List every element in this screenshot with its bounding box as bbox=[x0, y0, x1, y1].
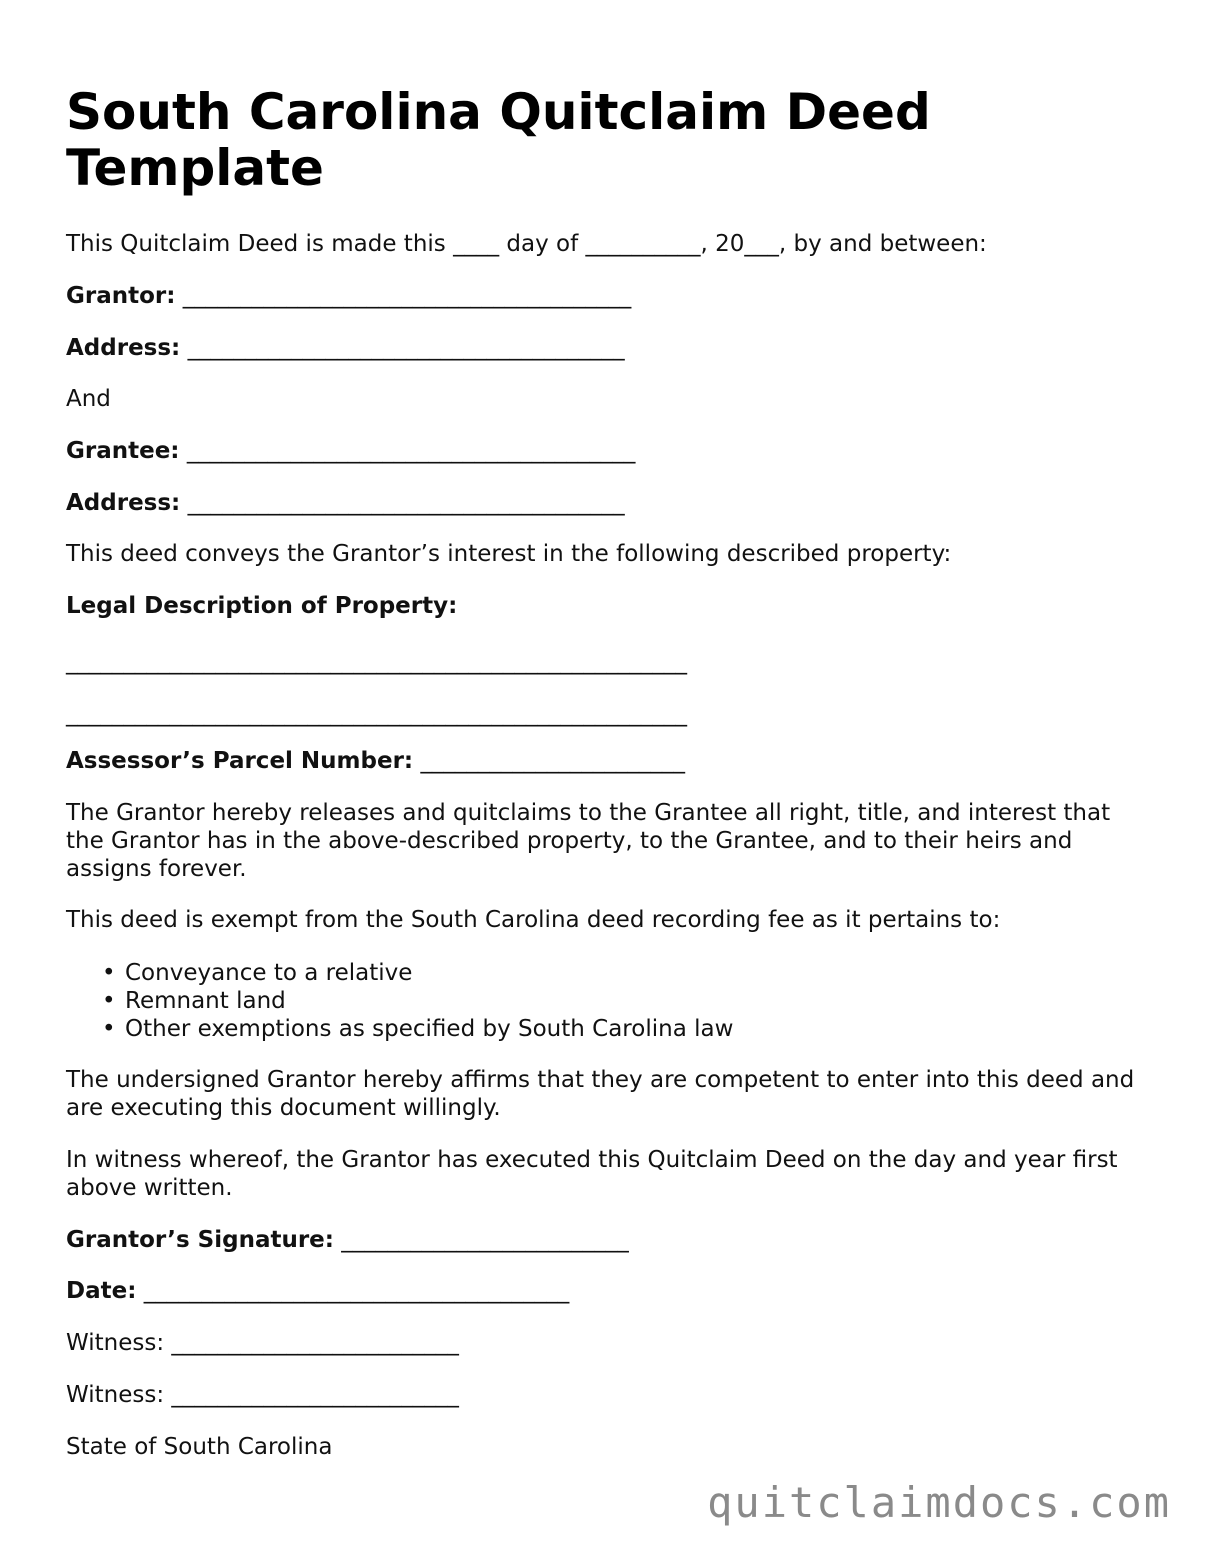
grantor-blank[interactable]: _______________________________________ bbox=[182, 283, 632, 309]
bullet-icon: • bbox=[102, 1016, 116, 1042]
affirm-paragraph: The undersigned Grantor hereby affirms that they are competent to enter into this deed and are executing this document willingly. bbox=[66, 1067, 1135, 1121]
witness-2-blank[interactable]: _________________________ bbox=[171, 1382, 459, 1408]
watermark-text: quitclaimdocs.com bbox=[707, 1478, 1171, 1527]
bullet-icon: • bbox=[102, 960, 116, 986]
signature-row bbox=[66, 1226, 629, 1254]
exemption-list bbox=[66, 959, 733, 1043]
list-item bbox=[66, 959, 733, 987]
signature-blank[interactable]: _________________________ bbox=[341, 1227, 629, 1253]
grantee-row bbox=[66, 437, 635, 465]
witness-2-row bbox=[66, 1381, 459, 1409]
grantee-label: Grantee: bbox=[66, 438, 180, 464]
list-item bbox=[66, 1015, 733, 1043]
legal-description-line-1[interactable]: ______________________________________________________ bbox=[66, 649, 687, 675]
grantor-address-label: Address: bbox=[66, 335, 181, 361]
witness-1-row bbox=[66, 1329, 459, 1357]
witness-1-blank[interactable]: _________________________ bbox=[171, 1330, 459, 1356]
grantee-address-row bbox=[66, 489, 625, 517]
parcel-blank[interactable]: _______________________ bbox=[420, 748, 685, 774]
page-title: South Carolina Quitclaim Deed Template bbox=[66, 83, 931, 197]
grantor-row bbox=[66, 282, 631, 310]
date-row bbox=[66, 1277, 569, 1305]
parcel-label: Assessor’s Parcel Number: bbox=[66, 748, 414, 774]
parcel-row bbox=[66, 747, 685, 775]
conveys-text: This deed conveys the Grantor’s interest in the following described property: bbox=[66, 541, 952, 567]
grantor-address-row bbox=[66, 334, 625, 362]
exemption-text: Other exemptions as specified by South Carolina law bbox=[125, 1016, 734, 1042]
bullet-icon: • bbox=[102, 988, 116, 1014]
grantee-address-blank[interactable]: ______________________________________ bbox=[187, 490, 625, 516]
signature-label: Grantor’s Signature: bbox=[66, 1227, 334, 1253]
witness-paragraph: In witness whereof, the Grantor has executed this Quitclaim Deed on the day and year first above written. bbox=[66, 1147, 1118, 1201]
exempt-intro: This deed is exempt from the South Carolina deed recording fee as it pertains to: bbox=[66, 907, 1001, 933]
grantee-address-label: Address: bbox=[66, 490, 181, 516]
exemption-text: Conveyance to a relative bbox=[125, 960, 413, 986]
date-label: Date: bbox=[66, 1278, 137, 1304]
witness-2-label: Witness: bbox=[66, 1382, 165, 1408]
exemption-text: Remnant land bbox=[125, 988, 286, 1014]
intro-line: This Quitclaim Deed is made this ____ day of __________, 20___, by and between: bbox=[66, 231, 987, 257]
and-text: And bbox=[66, 386, 111, 412]
grantor-address-blank[interactable]: ______________________________________ bbox=[187, 335, 625, 361]
state-text: State of South Carolina bbox=[66, 1434, 333, 1460]
legal-description-line-2[interactable]: ______________________________________________________ bbox=[66, 701, 687, 727]
grantor-label: Grantor: bbox=[66, 283, 176, 309]
legal-description-label: Legal Description of Property: bbox=[66, 593, 458, 619]
date-blank[interactable]: _____________________________________ bbox=[143, 1278, 570, 1304]
list-item bbox=[66, 987, 733, 1015]
witness-1-label: Witness: bbox=[66, 1330, 165, 1356]
grantee-blank[interactable]: _______________________________________ bbox=[186, 438, 636, 464]
release-paragraph: The Grantor hereby releases and quitclaims to the Grantee all right, title, and interest that the Grantor has in the above-described property, to the Grantee, and to their heirs and assigns forever. bbox=[66, 800, 1111, 882]
